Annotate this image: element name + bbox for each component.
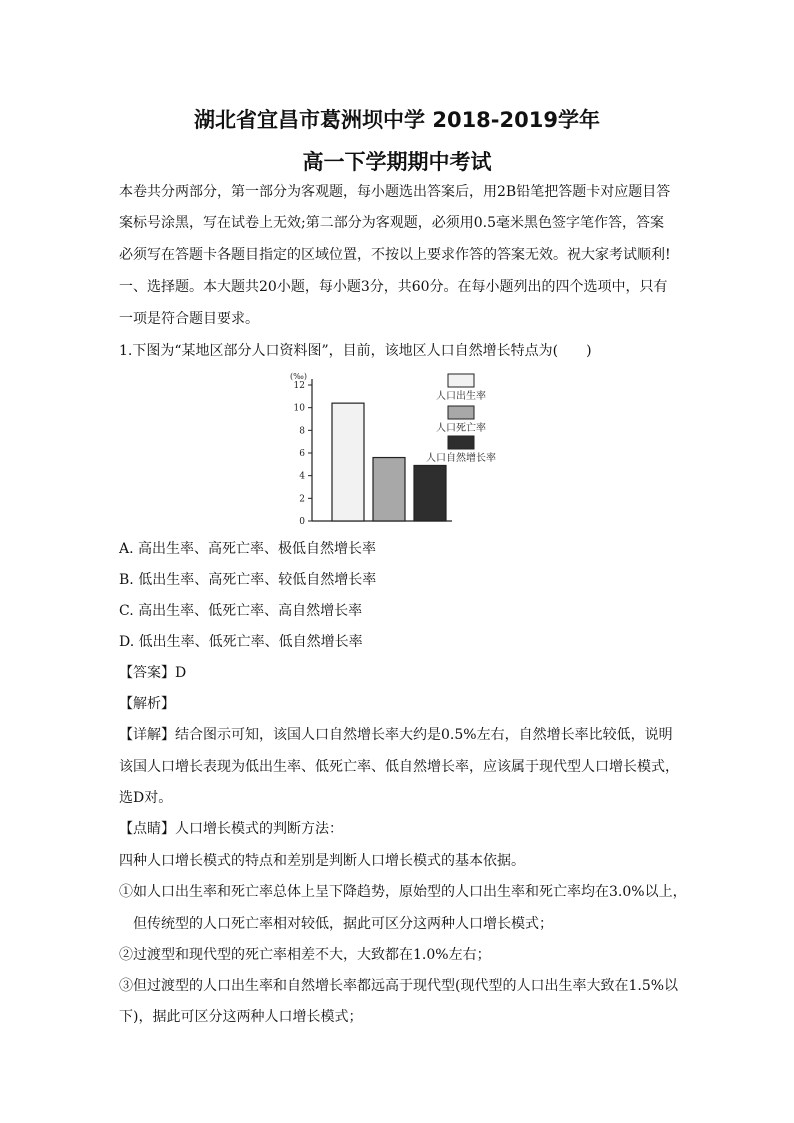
option-c: C. 高出生率、低死亡率、高自然增长率 — [119, 603, 363, 619]
section-heading: 一、选择题。本大题共20小题，每小题3分，共60分。在每小题列出的四个选项中，只有 — [119, 279, 668, 295]
chart-legend — [426, 374, 496, 464]
y-tick-label: 6 — [299, 449, 305, 459]
exam-title-line2: 高一下学期期中考试 — [302, 150, 492, 174]
bar-death-rate — [373, 458, 405, 521]
intro-line: 案标号涂黑，写在试卷上无效;第二部分为客观题，必须用0.5毫米黑色签字笔作答，答案 — [119, 215, 664, 231]
y-tick-label: 8 — [299, 426, 305, 437]
analysis-label: 【解析】 — [119, 696, 175, 712]
legend-swatch — [448, 436, 474, 449]
tip-line: ②过渡型和现代型的死亡率相差不大，大致都在1.0%左右； — [119, 947, 491, 963]
legend-swatch — [448, 406, 474, 419]
population-chart — [282, 368, 522, 533]
section-heading: 一项是符合题目要求。 — [119, 311, 259, 327]
y-tick-label: 12 — [293, 381, 305, 391]
detail-line: 【详解】结合图示可知，该国人口自然增长率大约是0.5%左右，自然增长率比较低，说明 — [119, 727, 673, 743]
legend-label: 人口死亡率 — [436, 423, 486, 434]
y-tick-label: 0 — [299, 517, 305, 527]
intro-line: 本卷共分两部分，第一部分为客观题，每小题选出答案后，用2B铅笔把答题卡对应题目答 — [119, 184, 671, 200]
y-tick-label: 2 — [299, 494, 305, 505]
exam-title-line1: 湖北省宜昌市葛洲坝中学 2018-2019学年 — [194, 108, 600, 132]
legend-label: 人口自然增长率 — [426, 453, 496, 464]
legend-swatch — [448, 374, 474, 387]
tip-line: 下)，据此可区分这两种人口增长模式； — [119, 1009, 363, 1025]
tip-line: ①如人口出生率和死亡率总体上呈下降趋势，原始型的人口出生率和死亡率均在3.0%以上， — [119, 884, 687, 900]
y-axis-unit: (‰) — [290, 372, 307, 381]
bar-natural-growth-rate — [414, 465, 446, 521]
legend-label: 人口出生率 — [436, 391, 486, 402]
tip-title: 【点睛】人口增长模式的判断方法： — [119, 821, 343, 837]
intro-line: 必须写在答题卡各题目指定的区域位置，不按以上要求作答的答案无效。祝大家考试顺利! — [119, 247, 671, 263]
y-tick-label: 4 — [299, 471, 305, 482]
detail-line: 该国人口增长表现为低出生率、低死亡率、低自然增长率，应该属于现代型人口增长模式， — [119, 759, 679, 775]
y-tick-label: 10 — [293, 403, 305, 414]
tip-line: 但传统型的人口死亡率相对较低，据此可区分这两种人口增长模式； — [119, 916, 553, 932]
answer: 【答案】D — [119, 665, 187, 681]
detail-line: 选D对。 — [119, 790, 173, 806]
option-b: B. 低出生率、高死亡率、较低自然增长率 — [119, 572, 377, 588]
option-d: D. 低出生率、低死亡率、低自然增长率 — [119, 634, 363, 650]
bar-birth-rate — [332, 403, 364, 521]
tip-line: 四种人口增长模式的特点和差别是判断人口增长模式的基本依据。 — [119, 853, 525, 869]
question-stem: 1.下图为“某地区部分人口资料图”，目前，该地区人口自然增长特点为( ) — [119, 343, 592, 359]
tip-line: ③但过渡型的人口出生率和自然增长率都远高于现代型(现代型的人口出生率大致在1.5%以 — [119, 978, 679, 994]
option-a: A. 高出生率、高死亡率、极低自然增长率 — [119, 541, 377, 557]
